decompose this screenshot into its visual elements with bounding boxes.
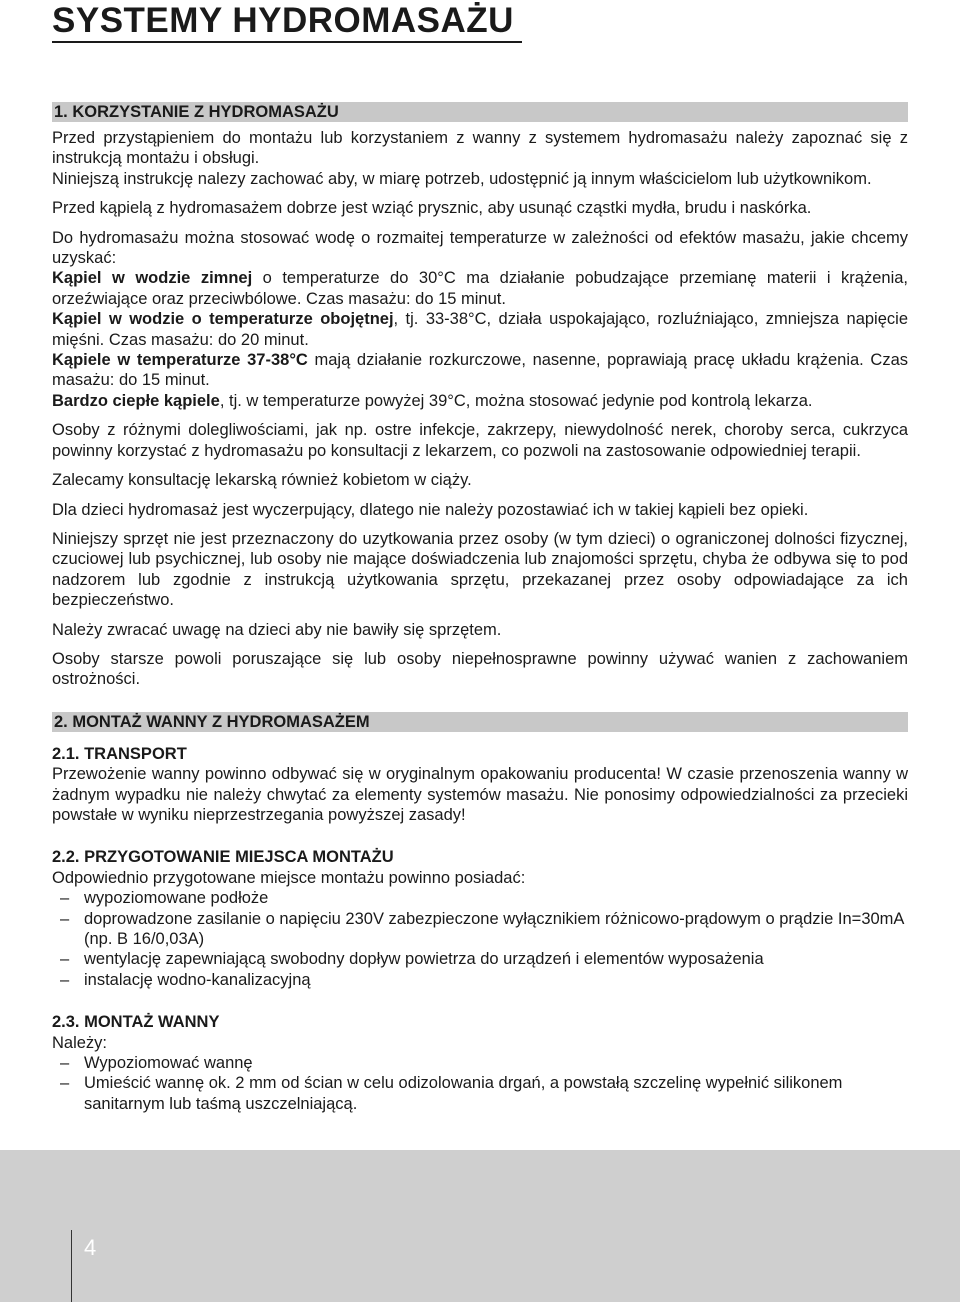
list-item: – Wypoziomować wannę (52, 1053, 908, 1073)
title-underline (52, 41, 522, 43)
cold-bath-label: Kąpiel w wodzie zimnej (52, 269, 253, 288)
page-title: SYSTEMY HYDROMASAŻU (52, 1, 514, 40)
list-item: – instalację wodno-kanalizacyjną (52, 970, 908, 990)
section-heading-2: 2. MONTAŻ WANNY Z HYDROMASAŻEM (52, 712, 908, 732)
footer-divider (71, 1230, 72, 1302)
paragraph-warm-bath: Kąpiele w temperaturze 37-38°C mają działanie rozkurczowe, nasenne, poprawiają pracę układu krążenia. Czas masażu: do 15 minut. (52, 351, 908, 390)
document-body (52, 102, 908, 1114)
hot-bath-label: Bardzo ciepłe kąpiele (52, 391, 220, 410)
paragraph: Do hydromasażu można stosować wodę o rozmaitej temperaturze w zależności od efektów masażu, jakie chcemy uzyskać: (52, 228, 908, 268)
mounting-list (52, 1053, 908, 1114)
paragraph: Przewożenie wanny powinno odbywać się w oryginalnym opakowaniu producenta! W czasie przenoszenia wanny w żadnym wypadku nie należy chwytać za elementy systemów masażu. Nie ponosimy odpowiedzialności za przecieki powstałe w wyniku nieprzestrzegania powyższej zasady! (52, 765, 908, 824)
list-item: – wentylację zapewniającą swobodny dopływ powietrza do urządzeń i elementów wyposażenia (52, 949, 908, 969)
subsection-heading-mounting: 2.3. MONTAŻ WANNY (52, 1013, 220, 1032)
paragraph-neutral-bath: Kąpiel w wodzie o temperaturze obojętnej, tj. 33-38°C, działa uspokajająco, rozluźniająco, zmniejsza napięcie mięśni. Czas masażu: do 20 minut. (52, 310, 908, 349)
paragraph-cold-bath: Kąpiel w wodzie zimnej o temperaturze do 30°C ma działanie pobudzające przemianę materii i krążenia, orzeźwiające oraz przeciwbólowe. Czas masażu: do 15 minut. (52, 269, 909, 308)
paragraph: Należy zwracać uwagę na dzieci aby nie bawiły się sprzętem. (52, 620, 502, 639)
paragraph: Niniejszy sprzęt nie jest przeznaczony do uzytkowania przez osoby (w tym dzieci) o ograniczonej dolności fizycznej, czuciowej lub psychicznej, lub osoby nie mające doświadczenia lub znajomości sprzętu, chyba że odbywa się to pod nadzorem lub zgodnie z instrukcją użytkowania sprzętu, przekazanej przez osoby odpowiadające za ich bezpieczeństwo. (52, 529, 908, 610)
page-footer (0, 1150, 960, 1302)
paragraph: Osoby z różnymi dolegliwościami, jak np. ostre infekcje, zakrzepy, niewydolność nerek, choroby serca, cukrzyca powinny korzystać z hydromasażu po konsultacji z lekarzem, co pozwoli na zastosowanie odpowiedniej terapii. (52, 421, 908, 460)
subsection-heading-transport: 2.1. TRANSPORT (52, 744, 187, 763)
paragraph-hot-bath: Bardzo ciepłe kąpiele, tj. w temperaturze powyżej 39°C, można stosować jedynie pod kontrolą lekarza. (52, 391, 813, 410)
warm-bath-label: Kąpiele w temperaturze 37-38°C (52, 351, 308, 370)
paragraph: Niniejszą instrukcję nalezy zachować aby, w miarę potrzeb, udostępnić ją innym właścicielom lub użytkownikom. (52, 169, 872, 188)
paragraph: Odpowiednio przygotowane miejsce montażu powinno posiadać: (52, 868, 526, 887)
subsection-heading-preparation: 2.2. PRZYGOTOWANIE MIEJSCA MONTAŻU (52, 848, 394, 867)
list-item: – Umieścić wannę ok. 2 mm od ścian w celu odizolowania drgań, a powstałą szczelinę wypełnić silikonem sanitarnym lub taśmą uszczelniającą. (52, 1073, 908, 1114)
paragraph: Dla dzieci hydromasaż jest wyczerpujący, dlatego nie należy pozostawiać ich w takiej kąpieli bez opieki. (52, 500, 809, 519)
list-item: – wypoziomowane podłoże (52, 888, 908, 908)
paragraph: Osoby starsze powoli poruszające się lub osoby niepełnosprawne powinny używać wanien z zachowaniem ostrożności. (52, 649, 908, 689)
paragraph: Należy: (52, 1033, 108, 1052)
preparation-list (52, 888, 908, 990)
neutral-bath-label: Kąpiel w wodzie o temperaturze obojętnej (52, 310, 394, 329)
paragraph: Przed kąpielą z hydromasażem dobrze jest wziąć prysznic, aby usunąć cząstki mydła, brudu i naskórka. (52, 199, 812, 218)
paragraph: Zalecamy konsultację lekarską również kobietom w ciąży. (52, 471, 472, 490)
paragraph: Przed przystąpieniem do montażu lub korzystaniem z wanny z systemem hydromasażu należy zapoznać się z instrukcją montażu i obsługi. (52, 129, 908, 168)
list-item: – doprowadzone zasilanie o napięciu 230V zabezpieczone wyłącznikiem różnicowo-prądowym o prądzie In=30mA (np. B 16/0,03A) (52, 909, 908, 950)
section-heading-1: 1. KORZYSTANIE Z HYDROMASAŻU (52, 102, 908, 122)
page-number: 4 (84, 1235, 97, 1260)
